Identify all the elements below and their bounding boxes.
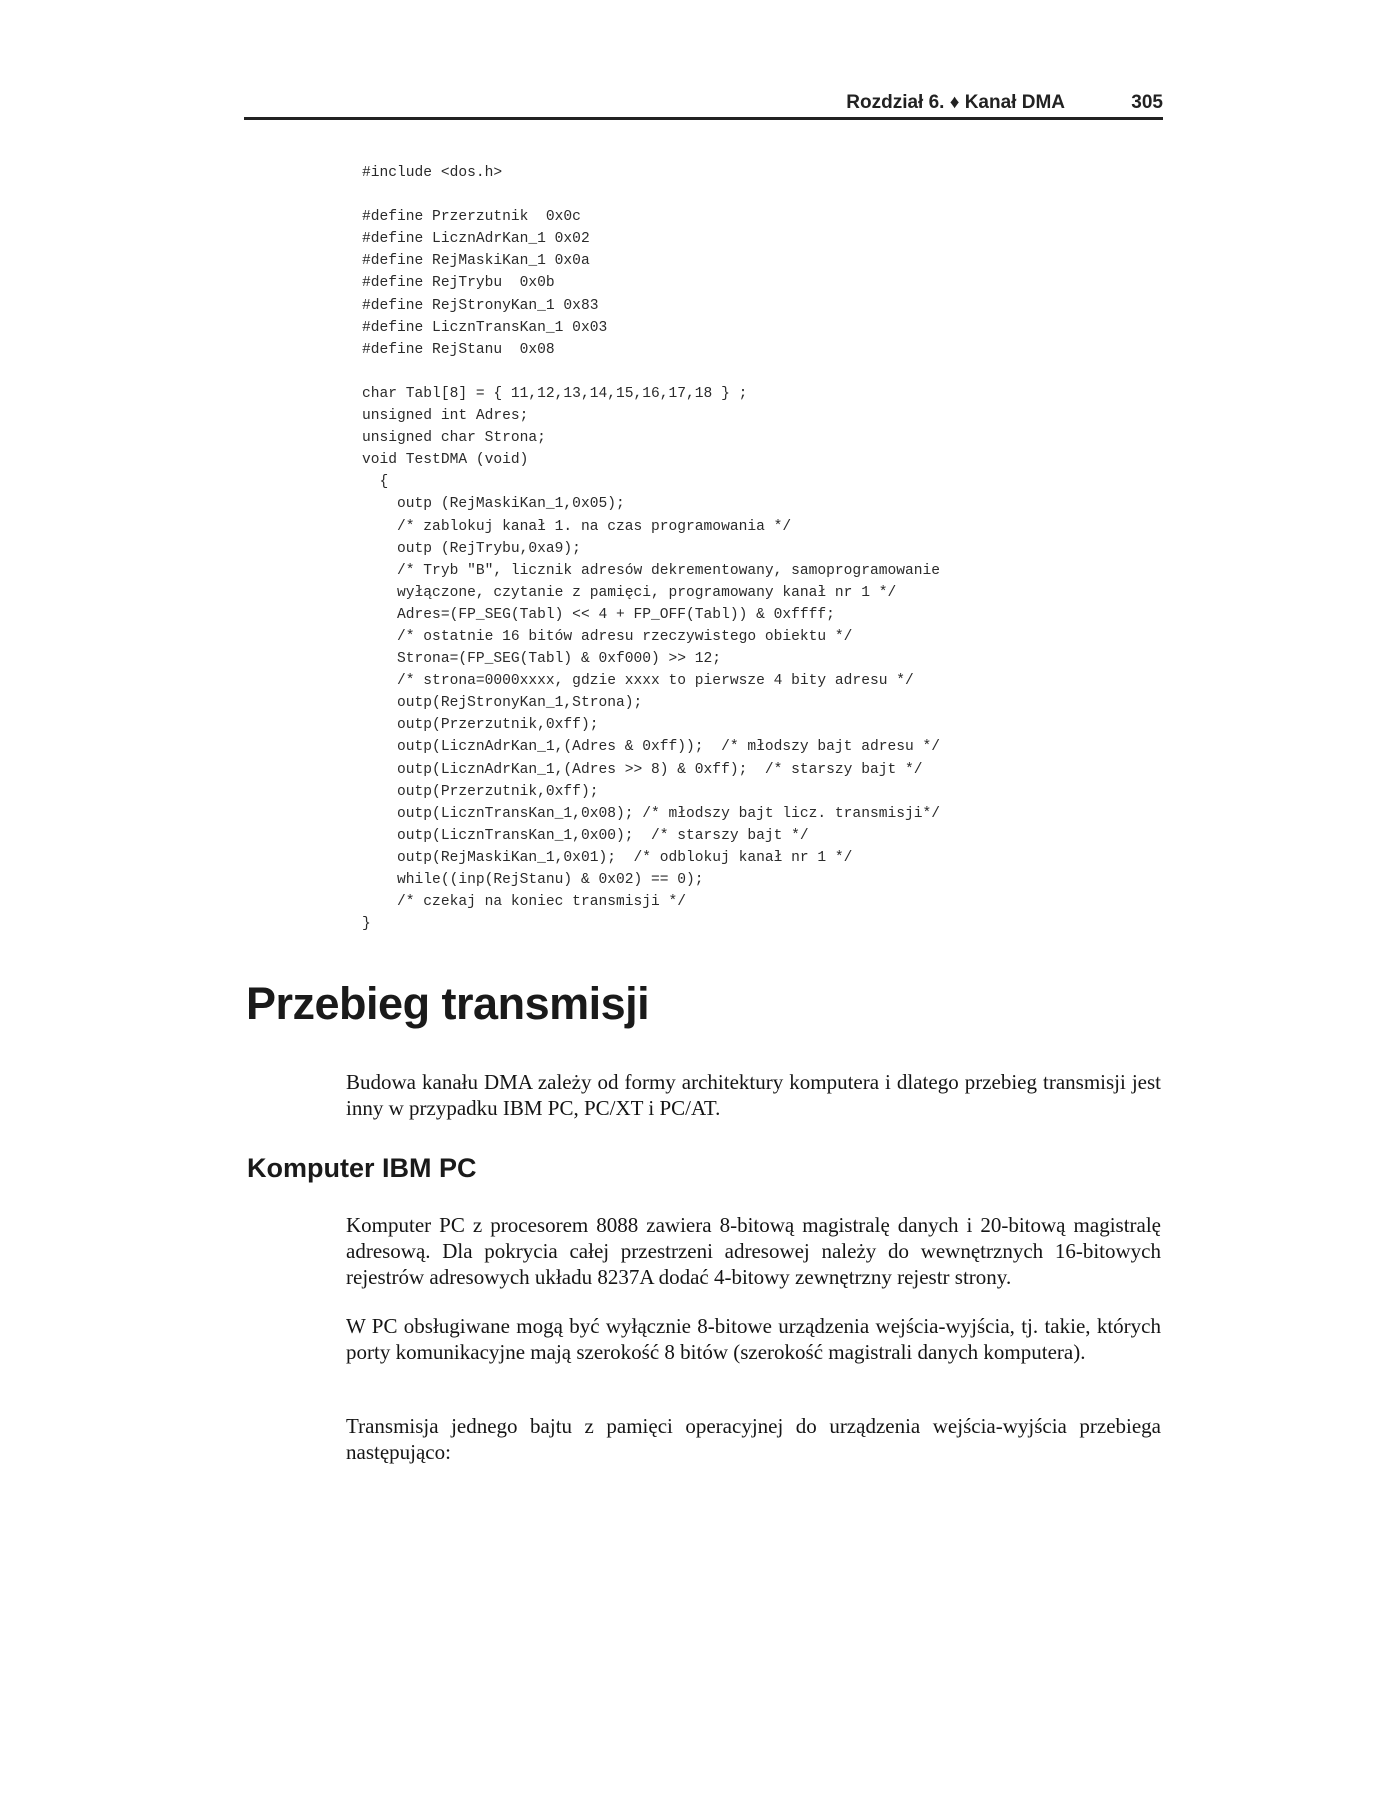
code-line: }: [362, 916, 371, 933]
code-line: outp(LicznAdrKan_1,(Adres & 0xff)); /* młodszy bajt adresu */: [362, 739, 941, 756]
code-line: /* zablokuj kanał 1. na czas programowania */: [362, 518, 792, 535]
chapter-label: Rozdział 6. ♦ Kanał DMA: [846, 92, 1065, 113]
running-header: [244, 88, 1163, 112]
code-line: #define RejStanu 0x08: [362, 341, 555, 358]
code-line: {: [362, 474, 389, 491]
code-line: outp(Przerzutnik,0xff);: [362, 783, 599, 800]
code-line: outp (RejTrybu,0xa9);: [362, 540, 581, 557]
code-line: /* strona=0000xxxx, gdzie xxxx to pierwsze 4 bity adresu */: [362, 673, 914, 690]
code-line: #define RejMaskiKan_1 0x0a: [362, 253, 590, 270]
header-rule: [244, 117, 1163, 120]
code-line: char Tabl[8] = { 11,12,13,14,15,16,17,18 } ;: [362, 385, 748, 402]
body-paragraph: W PC obsługiwane mogą być wyłącznie 8-bitowe urządzenia wejścia-wyjścia, tj. takie, których porty komunikacyjne mają szerokość 8 bitów (szerokość magistrali danych komputera).: [346, 1314, 1161, 1364]
code-line: [362, 361, 940, 383]
code-line: Strona=(FP_SEG(Tabl) & 0xf000) >> 12;: [362, 651, 722, 668]
code-line: #define LicznTransKan_1 0x03: [362, 319, 608, 336]
code-line: #include <dos.h>: [362, 165, 503, 181]
code-listing: [362, 162, 940, 935]
code-line: unsigned char Strona;: [362, 430, 546, 447]
code-line: outp(Przerzutnik,0xff);: [362, 717, 599, 734]
code-line: unsigned int Adres;: [362, 408, 529, 425]
body-paragraph: Komputer PC z procesorem 8088 zawiera 8-bitową magistralę danych i 20-bitową magistralę adresową. Dla pokrycia całej przestrzeni adresowej należy do wewnętrznych 16-bitowych rejestrów adresowych układu 8237A dodać 4-bitowy zewnętrzny rejestr strony.: [346, 1213, 1161, 1289]
subsection-title: Komputer IBM PC: [247, 1153, 477, 1183]
code-line: void TestDMA (void): [362, 452, 529, 469]
code-line: Adres=(FP_SEG(Tabl) << 4 + FP_OFF(Tabl)) & 0xffff;: [362, 606, 835, 623]
code-line: #define RejStronyKan_1 0x83: [362, 297, 599, 314]
code-line: outp(LicznTransKan_1,0x00); /* starszy bajt */: [362, 827, 809, 844]
section-intro-paragraph: Budowa kanału DMA zależy od formy architektury komputera i dlatego przebieg transmisji jest inny w przypadku IBM PC, PC/XT i PC/AT.: [346, 1070, 1161, 1120]
code-line: /* Tryb "B", licznik adresów dekrementowany, samoprogramowanie: [362, 562, 941, 579]
code-line: #define Przerzutnik 0x0c: [362, 209, 581, 226]
code-line: outp(LicznAdrKan_1,(Adres >> 8) & 0xff); /* starszy bajt */: [362, 761, 923, 778]
section-title: Przebieg transmisji: [246, 978, 650, 1029]
code-line: /* czekaj na koniec transmisji */: [362, 894, 687, 911]
code-line: #define LicznAdrKan_1 0x02: [362, 231, 590, 248]
code-line: while((inp(RejStanu) & 0x02) == 0);: [362, 872, 704, 888]
code-line: outp(LicznTransKan_1,0x08); /* młodszy bajt licz. transmisji*/: [362, 805, 941, 822]
code-line: outp (RejMaskiKan_1,0x05);: [362, 496, 625, 513]
body-paragraph: Transmisja jednego bajtu z pamięci operacyjnej do urządzenia wejścia-wyjścia przebiega następująco:: [346, 1414, 1161, 1464]
code-line: outp(RejStronyKan_1,Strona);: [362, 695, 643, 712]
code-line: wyłączone, czytanie z pamięci, programowany kanał nr 1 */: [362, 584, 897, 601]
page-number: 305: [1131, 92, 1163, 113]
code-line: #define RejTrybu 0x0b: [362, 275, 555, 292]
code-line: outp(RejMaskiKan_1,0x01); /* odblokuj kanał nr 1 */: [362, 849, 853, 866]
code-line: [362, 184, 940, 206]
code-line: /* ostatnie 16 bitów adresu rzeczywistego obiektu */: [362, 628, 853, 645]
